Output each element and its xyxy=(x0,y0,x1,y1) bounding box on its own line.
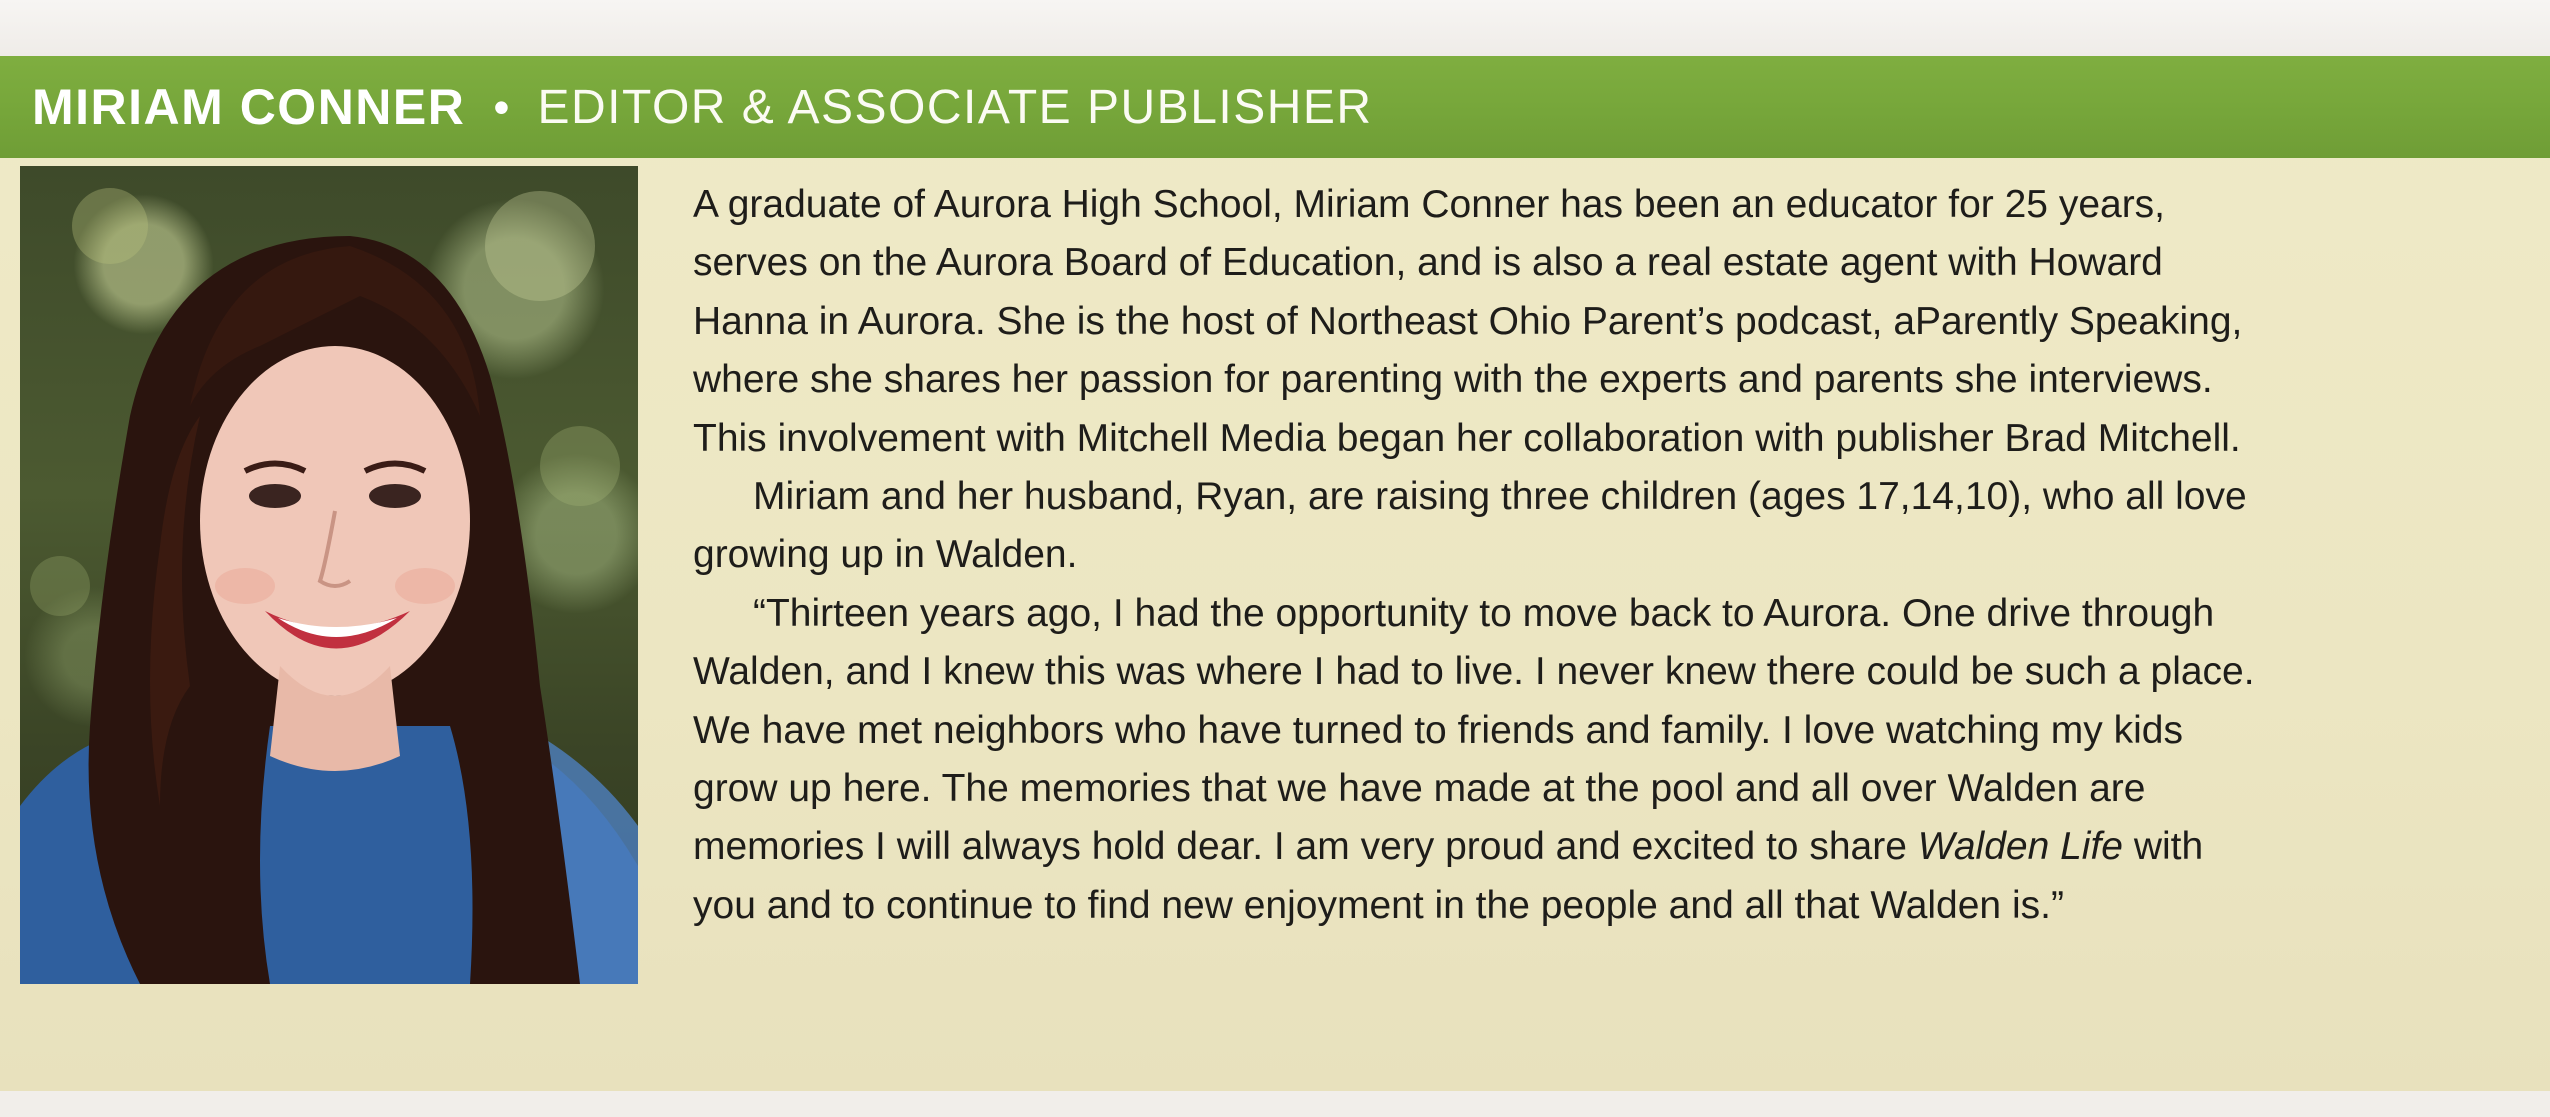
bio-text-run: with xyxy=(2122,825,2204,869)
bio-line: “Thirteen years ago, I had the opportunity to move back to Aurora. One drive through xyxy=(753,591,2215,635)
portrait-photo xyxy=(20,166,638,984)
bio-line: where she shares her passion for parenting with the experts and parents she interviews. xyxy=(693,358,2213,402)
bio-line: This involvement with Mitchell Media began her collaboration with publisher Brad Mitchell. xyxy=(693,416,2241,460)
bio-line-with-title xyxy=(693,818,2503,876)
bullet-separator: • xyxy=(493,81,510,133)
bio-line: growing up in Walden. xyxy=(693,533,1078,577)
bio-line: Walden, and I knew this was where I had to live. I never knew there could be such a place. xyxy=(693,650,2255,694)
person-role: EDITOR & ASSOCIATE PUBLISHER xyxy=(537,80,1373,134)
bio-text-run: memories I will always hold dear. I am very proud and excited to share xyxy=(693,825,1918,869)
page-top-margin xyxy=(0,0,2550,56)
header-bar xyxy=(0,56,2550,158)
bio-line: grow up here. The memories that we have made at the pool and all over Walden are xyxy=(693,767,2146,811)
person-name: MIRIAM CONNER xyxy=(32,79,466,135)
bio-line: Hanna in Aurora. She is the host of Northeast Ohio Parent’s podcast, aParently Speaking, xyxy=(693,299,2243,343)
portrait-illustration xyxy=(20,166,638,984)
bio-line: We have met neighbors who have turned to friends and family. I love watching my kids xyxy=(693,708,2183,752)
bio-line: you and to continue to find new enjoyment in the people and all that Walden is.” xyxy=(693,883,2064,927)
bio-paragraph-3 xyxy=(693,585,2503,935)
bio-line: Miriam and her husband, Ryan, are raising three children (ages 17,14,10), who all love xyxy=(753,475,2247,519)
bio-text xyxy=(693,176,2503,935)
bio-line: A graduate of Aurora High School, Miriam Conner has been an educator for 25 years, xyxy=(693,183,2166,226)
bio-paragraph-1 xyxy=(693,176,2503,468)
page-bottom-margin xyxy=(0,1091,2550,1117)
bio-paragraph-2 xyxy=(693,468,2503,585)
bio-line: serves on the Aurora Board of Education, and is also a real estate agent with Howard xyxy=(693,241,2163,285)
publication-title: Walden Life xyxy=(1917,825,2123,869)
